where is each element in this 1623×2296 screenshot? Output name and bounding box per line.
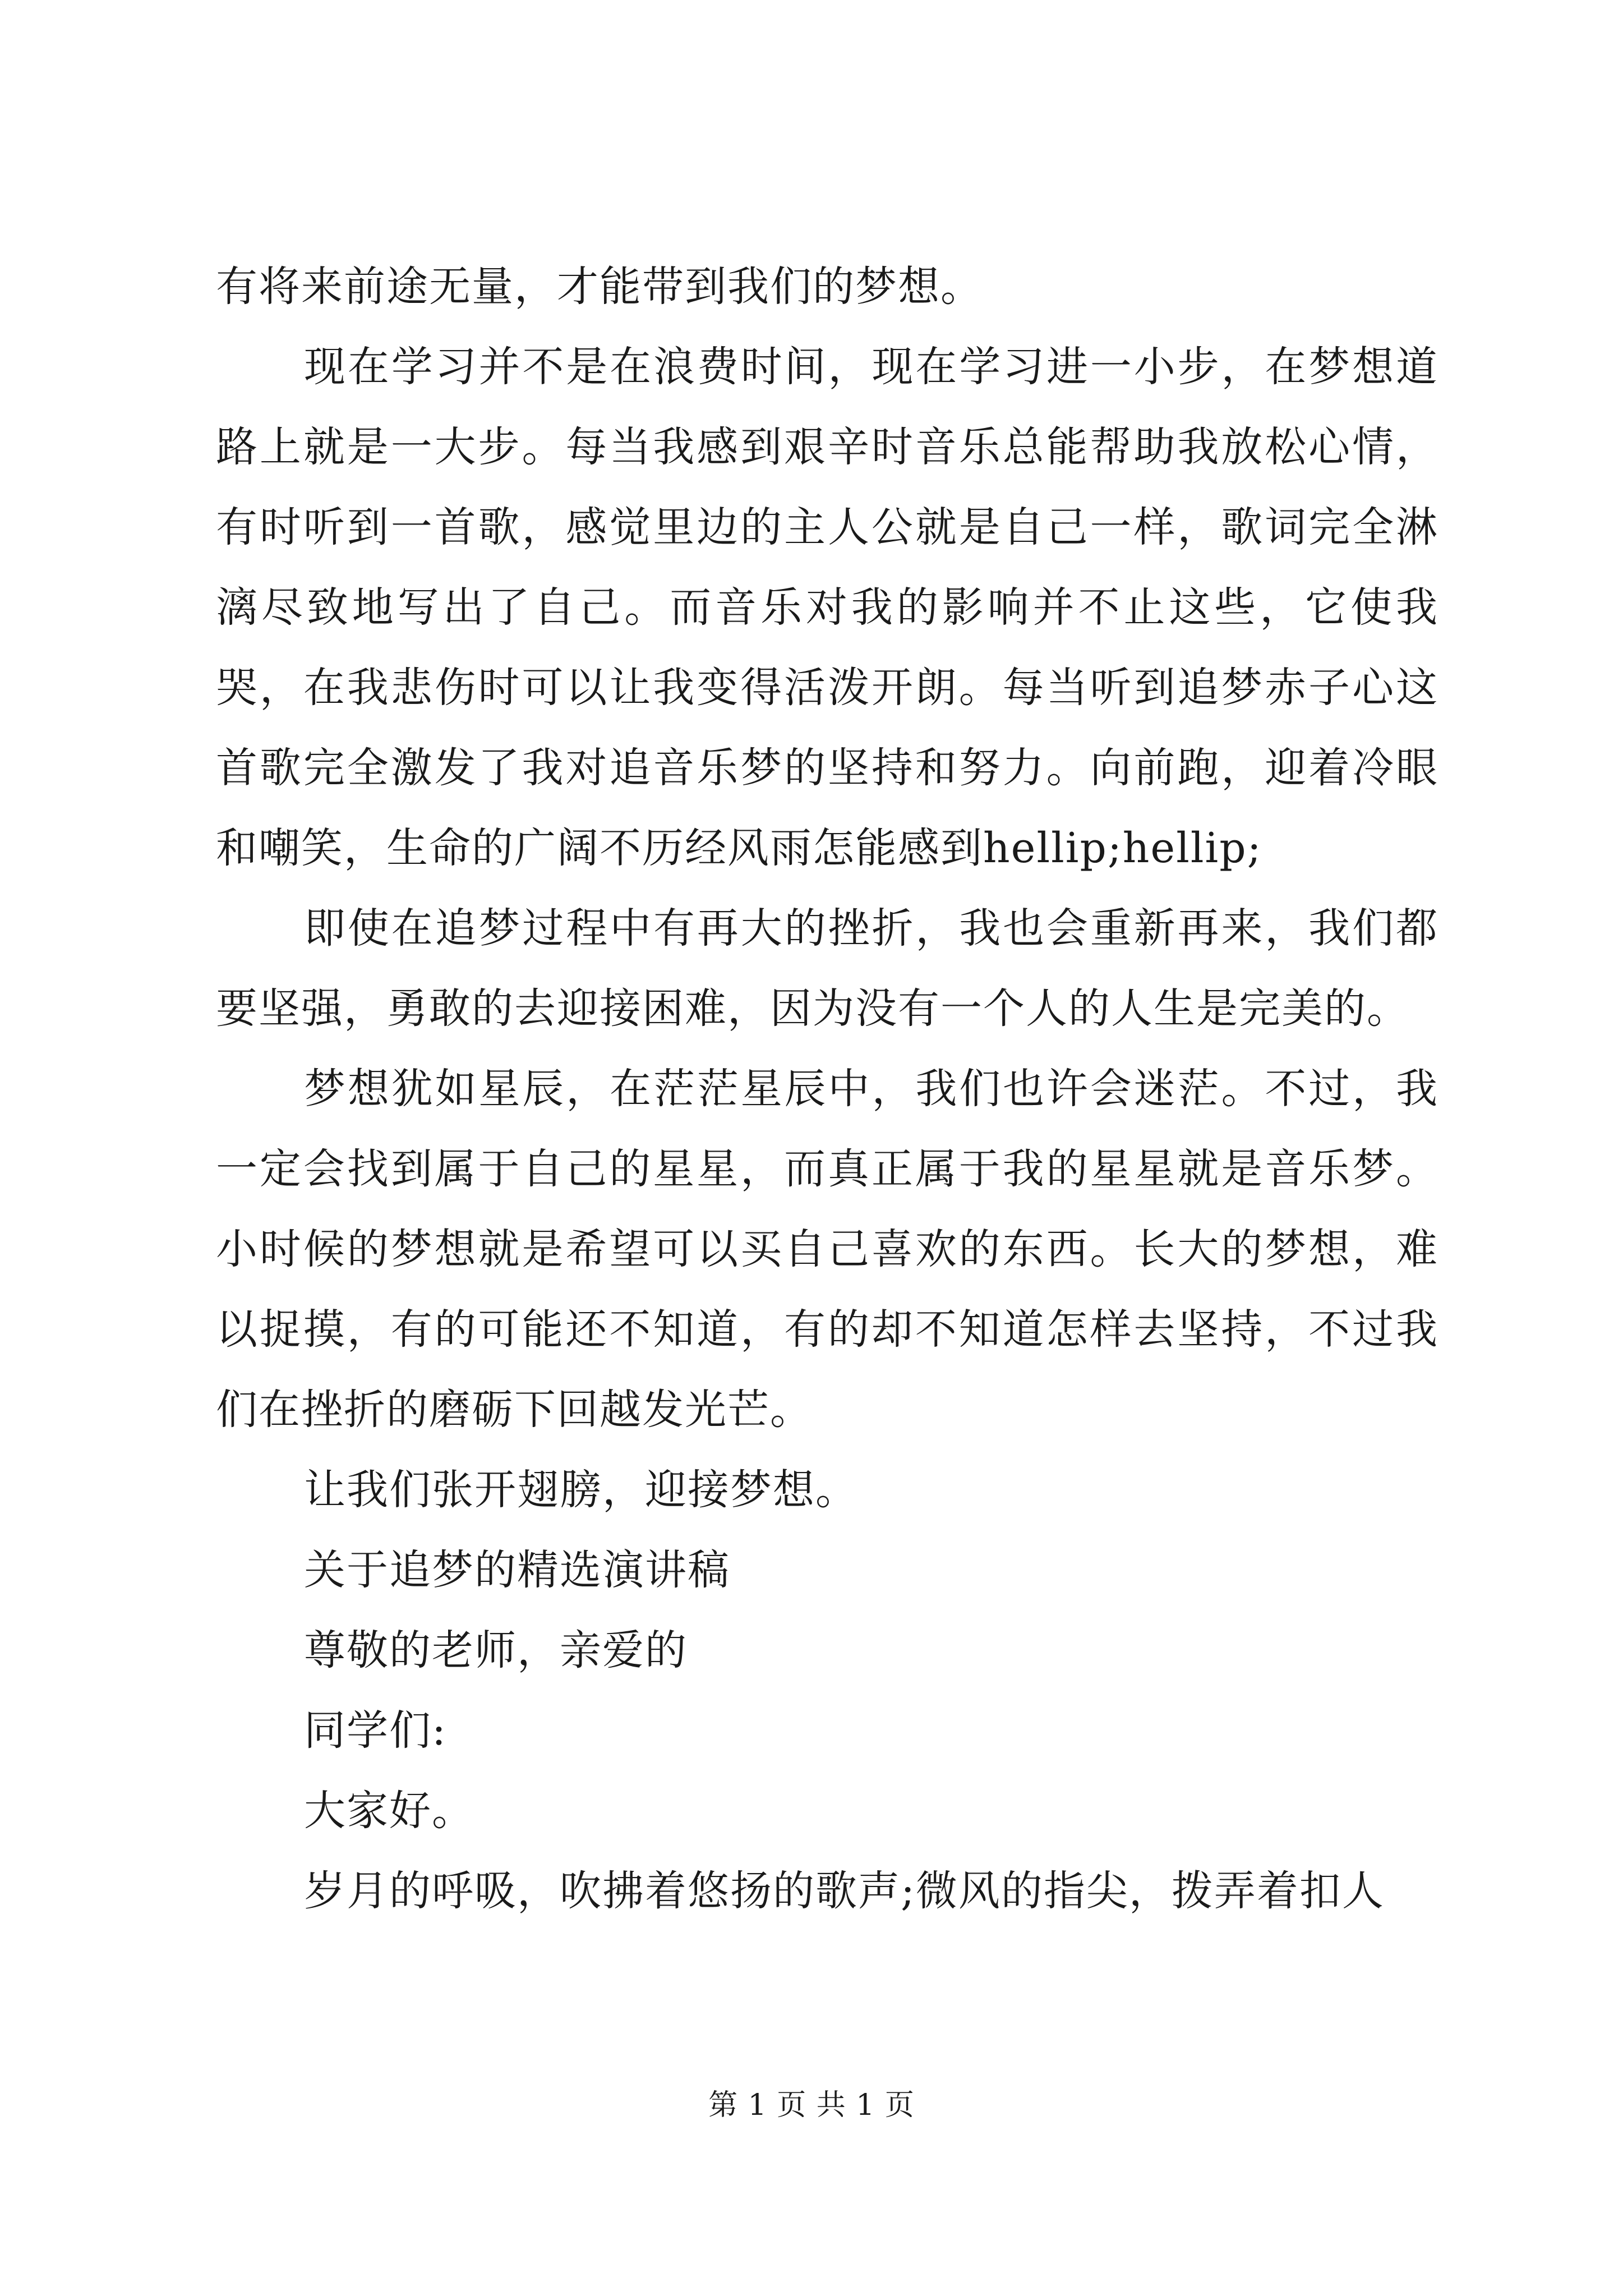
paragraph-spread-wings: 让我们张开翅膀，迎接梦想。	[304, 1466, 858, 1514]
paragraph-continuation: 有将来前途无量，才能带到我们的梦想。	[216, 263, 983, 311]
greeting: 大家好。	[304, 1787, 474, 1835]
page-number-label: 第 1 页 共 1 页	[708, 2088, 915, 2122]
paragraph-study-and-music: 现在学习并不是在浪费时间，现在学习进一小步，在梦想道路上就是一大步。每当我感到艰辛时音乐总能帮助我放松心情，有时听到一首歌，感觉里边的主人公就是自己一样，歌词完全淋漓尽致地写出了自己。而音乐对我的影响并不止这些，它使我哭，在我悲伤时可以让我变得活泼开朗。每当听到追梦赤子心这首歌完全激发了我对追音乐梦的坚持和努力。向前跑，迎着冷眼和嘲笑，生命的广阔不历经风雨怎能感到hellip;hellip;	[216, 343, 1438, 872]
paragraph-setbacks: 即使在追梦过程中有再大的挫折，我也会重新再来，我们都要坚强，勇敢的去迎接困难，因为没有一个人的人生是完美的。	[216, 904, 1438, 1033]
speech-title: 关于追梦的精选演讲稿	[304, 1546, 730, 1594]
page-footer	[0, 2086, 1623, 2125]
document-body	[216, 247, 1438, 1931]
paragraph-years-breath: 岁月的呼吸，吹拂着悠扬的歌声;微风的指尖，拨弄着扣人	[304, 1867, 1385, 1915]
salutation-teachers: 尊敬的老师，亲爱的	[304, 1626, 688, 1674]
paragraph-stars: 梦想犹如星辰，在茫茫星辰中，我们也许会迷茫。不过，我一定会找到属于自己的星星，而真正属于我的星星就是音乐梦。小时候的梦想就是希望可以买自己喜欢的东西。长大的梦想，难以捉摸，有的可能还不知道，有的却不知道怎样去坚持，不过我们在挫折的磨砺下回越发光芒。	[216, 1065, 1438, 1434]
salutation-students: 同学们:	[304, 1706, 447, 1755]
